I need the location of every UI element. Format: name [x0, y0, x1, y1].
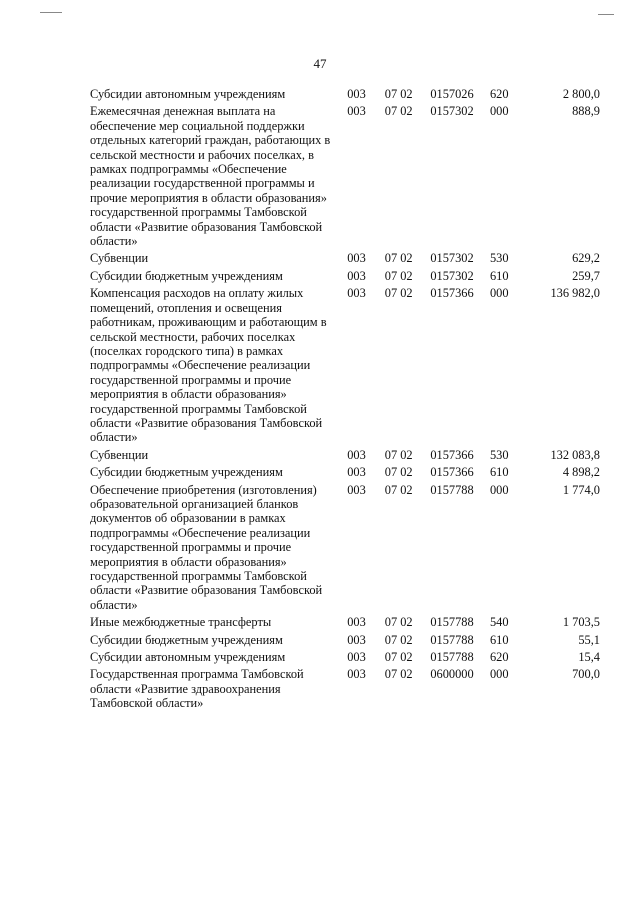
table-row	[90, 650, 600, 667]
row-type: 610	[489, 465, 509, 480]
row-amount: 15,4	[578, 650, 600, 665]
table-row	[90, 448, 600, 465]
table-row	[90, 633, 600, 650]
row-name: Субсидии бюджетным учреждениям	[90, 268, 283, 283]
row-chapter: 003	[347, 650, 366, 665]
row-chapter: 003	[347, 251, 366, 266]
row-section: 07 02	[384, 650, 413, 665]
row-name: Обеспечение приобретения (изготовления) образовательной организацией бланков документов об образовании в рамках подпрограммы «Обеспечение реализации государственной программы и прочие мероприятия в области образования» государственной программы Тамбовской области «Развитие образования Тамбовской области»	[90, 482, 323, 612]
page-number: 47	[313, 56, 327, 71]
row-chapter: 003	[347, 447, 366, 462]
row-name: Компенсация расходов на оплату жилых помещений, отопления и освещения работникам, проживающим и работающим в сельской местности, рабочих поселках (поселках городского типа) в рамках подпрограммы «Обеспечение реализации государственной программы и прочие мероприятия в области образования» государственной программы Тамбовской области «Развитие образования Тамбовской области»	[90, 286, 327, 445]
row-chapter: 003	[347, 465, 366, 480]
row-target: 0157788	[430, 632, 474, 647]
row-chapter: 003	[347, 482, 366, 497]
table-row	[90, 615, 600, 632]
table-row	[90, 251, 600, 268]
budget-table-body	[90, 87, 600, 714]
row-amount: 700,0	[572, 667, 600, 682]
row-section: 07 02	[384, 87, 413, 101]
row-name: Государственная программа Тамбовской области «Развитие здравоохранения Тамбовской области»	[90, 667, 304, 711]
row-section: 07 02	[384, 268, 413, 283]
row-section: 07 02	[384, 615, 413, 630]
row-type: 620	[489, 87, 509, 101]
row-chapter: 003	[347, 104, 366, 119]
table-row	[90, 465, 600, 482]
row-type: 620	[489, 650, 509, 665]
row-name: Субсидии автономным учреждениям	[90, 87, 286, 101]
row-amount: 132 083,8	[550, 447, 600, 462]
row-amount: 888,9	[572, 104, 600, 119]
row-target: 0157788	[430, 615, 474, 630]
row-section: 07 02	[384, 286, 413, 301]
row-name: Субвенции	[90, 447, 149, 462]
budget-table	[90, 87, 600, 714]
table-row	[90, 87, 600, 104]
row-type: 000	[489, 482, 509, 497]
row-name: Иные межбюджетные трансферты	[90, 615, 272, 630]
row-type: 000	[489, 104, 509, 119]
row-chapter: 003	[347, 632, 366, 647]
row-name: Субсидии бюджетным учреждениям	[90, 465, 283, 480]
row-chapter: 003	[347, 667, 366, 682]
row-amount: 2 800,0	[562, 87, 600, 101]
row-type: 540	[489, 615, 509, 630]
row-target: 0157788	[430, 482, 474, 497]
row-target: 0157302	[430, 251, 474, 266]
row-target: 0157366	[430, 286, 474, 301]
row-type: 000	[489, 667, 509, 682]
row-name: Ежемесячная денежная выплата на обеспечение мер социальной поддержки отдельных категорий граждан, работающих в сельской местности и рабочих поселках, в рамках подпрограммы «Обеспечение реализации государственной программы и прочие мероприятия в области образования» государственной программы Тамбовской области «Развитие образования Тамбовской области»	[90, 104, 331, 249]
row-amount: 629,2	[572, 251, 600, 266]
row-amount: 1 774,0	[562, 482, 600, 497]
row-section: 07 02	[384, 632, 413, 647]
row-chapter: 003	[347, 286, 366, 301]
table-row	[90, 286, 600, 447]
table-row	[90, 667, 600, 713]
row-name: Субвенции	[90, 251, 149, 266]
table-row	[90, 104, 600, 251]
row-amount: 1 703,5	[562, 615, 600, 630]
row-target: 0157026	[430, 87, 474, 101]
row-section: 07 02	[384, 447, 413, 462]
row-amount: 55,1	[578, 632, 600, 647]
row-name: Субсидии бюджетным учреждениям	[90, 632, 283, 647]
scan-mark	[598, 14, 614, 15]
row-type: 530	[489, 251, 509, 266]
row-section: 07 02	[384, 465, 413, 480]
scan-mark	[40, 12, 62, 13]
row-type: 610	[489, 632, 509, 647]
row-type: 530	[489, 447, 509, 462]
row-target: 0157366	[430, 465, 474, 480]
table-row	[90, 483, 600, 616]
row-section: 07 02	[384, 482, 413, 497]
row-type: 000	[489, 286, 509, 301]
table-row	[90, 269, 600, 286]
row-section: 07 02	[384, 251, 413, 266]
row-target: 0157302	[430, 104, 474, 119]
row-section: 07 02	[384, 104, 413, 119]
row-section: 07 02	[384, 667, 413, 682]
row-target: 0600000	[430, 667, 474, 682]
row-target: 0157366	[430, 447, 474, 462]
row-target: 0157302	[430, 268, 474, 283]
row-chapter: 003	[347, 268, 366, 283]
row-chapter: 003	[347, 87, 366, 101]
row-chapter: 003	[347, 615, 366, 630]
row-target: 0157788	[430, 650, 474, 665]
row-name: Субсидии автономным учреждениям	[90, 650, 286, 665]
row-amount: 136 982,0	[550, 286, 600, 301]
row-type: 610	[489, 268, 509, 283]
row-amount: 4 898,2	[562, 465, 600, 480]
row-amount: 259,7	[572, 268, 600, 283]
